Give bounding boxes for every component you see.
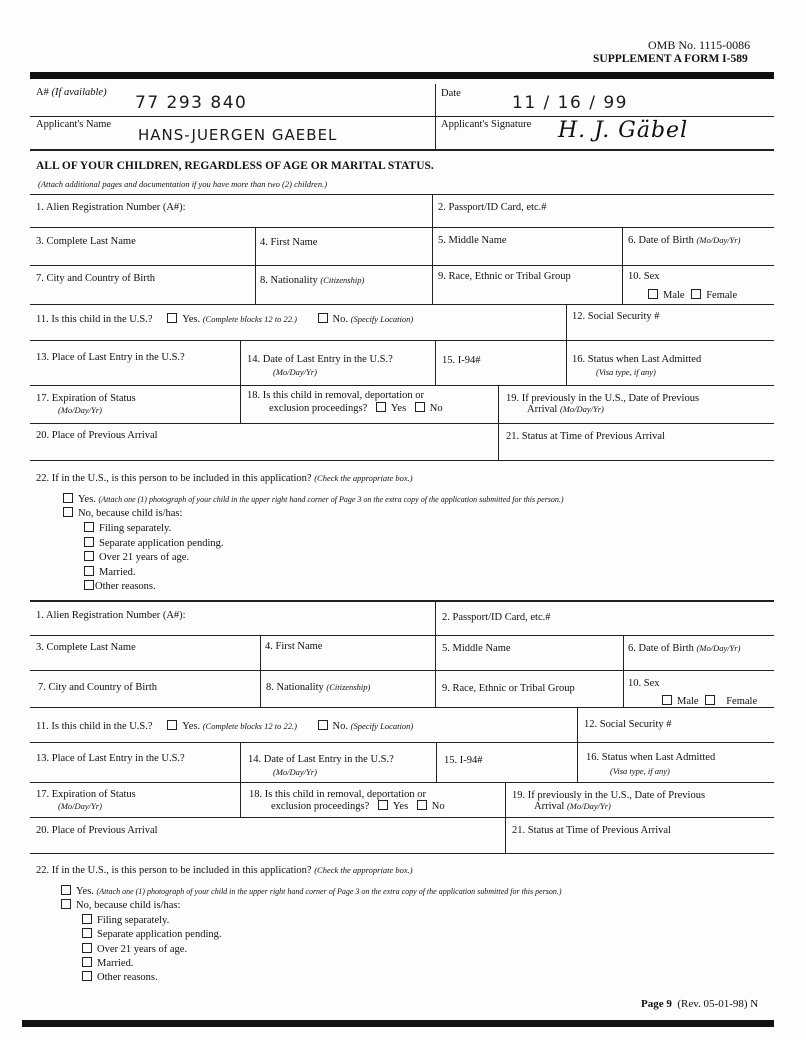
c1-include-no: No, because child is/has: xyxy=(63,507,182,519)
a-number-value[interactable]: 77 293 840 xyxy=(135,93,248,113)
c2-opt-pending-checkbox[interactable] xyxy=(82,928,92,938)
c2-opt-married: Married. xyxy=(82,957,133,969)
c2-status-admitted-label: 16. Status when Last Admitted xyxy=(586,752,716,763)
c1-last-entry-date-note: (Mo/Day/Yr) xyxy=(273,367,317,377)
c1-dob-label: 6. Date of Birth (Mo/Day/Yr) xyxy=(628,235,741,246)
c2-previous-arrival-date-label: 19. If previously in the U.S., Date of Previous xyxy=(512,790,706,801)
c2-opt-pending: Separate application pending. xyxy=(82,928,222,940)
c1-removal-question: 18. Is this child in removal, deportation or xyxy=(247,390,425,401)
c1-in-us-yes-checkbox[interactable] xyxy=(167,313,177,323)
top-rule xyxy=(30,72,774,79)
c2-previous-arrival-place-label: 20. Place of Previous Arrival xyxy=(36,825,158,836)
c2-opt-over21: Over 21 years of age. xyxy=(82,943,187,955)
date-label: Date xyxy=(441,88,461,99)
c1-opt-pending: Separate application pending. xyxy=(84,537,224,549)
c2-in-us-no-checkbox[interactable] xyxy=(318,720,328,730)
c1-include-yes: Yes. (Attach one (1) photograph of your child in the upper right hand corner of Page 3 on the extra copy of the application submitted for this person.) xyxy=(63,493,564,505)
c2-include-no: No, because child is/has: xyxy=(61,899,180,911)
c2-include-yes-checkbox[interactable] xyxy=(61,885,71,895)
c1-status-expiration-label: 17. Expiration of Status xyxy=(36,393,136,404)
c1-last-name-label: 3. Complete Last Name xyxy=(36,236,136,247)
c1-female-checkbox[interactable] xyxy=(691,289,701,299)
c1-sex-options: Male Female xyxy=(648,289,737,301)
c1-nationality-label: 8. Nationality (Citizenship) xyxy=(260,275,365,286)
c1-ssn-label: 12. Social Security # xyxy=(572,311,660,322)
c2-passport-label: 2. Passport/ID Card, etc.# xyxy=(442,612,551,623)
c1-include-question: 22. If in the U.S., is this person to be included in this application? (Check the appropriate box.) xyxy=(36,473,413,484)
c1-status-expiration-note: (Mo/Day/Yr) xyxy=(58,405,102,415)
c1-removal-options: exclusion proceedings? Yes No xyxy=(269,403,443,414)
c1-birthplace-label: 7. City and Country of Birth xyxy=(36,273,155,284)
c1-sex-label: 10. Sex xyxy=(628,271,660,282)
c2-middle-name-label: 5. Middle Name xyxy=(442,643,511,654)
form-title: SUPPLEMENT A FORM I-589 xyxy=(593,53,748,65)
c1-opt-other-checkbox[interactable] xyxy=(84,580,94,590)
children-note: (Attach additional pages and documentation if you have more than two (2) children.) xyxy=(38,179,328,189)
c1-status-admitted-note: (Visa type, if any) xyxy=(596,367,656,377)
c1-passport-label: 2. Passport/ID Card, etc.# xyxy=(438,202,547,213)
c1-last-entry-date-label: 14. Date of Last Entry in the U.S.? xyxy=(247,354,393,365)
applicant-name-label: Applicant's Name xyxy=(36,119,112,130)
children-title: ALL OF YOUR CHILDREN, REGARDLESS OF AGE OR MARITAL STATUS. xyxy=(36,160,434,172)
c2-sex-label: 10. Sex xyxy=(628,678,660,689)
c2-nationality-label: 8. Nationality (Citizenship) xyxy=(266,682,371,693)
bottom-rule xyxy=(22,1020,774,1027)
c1-race-label: 9. Race, Ethnic or Tribal Group xyxy=(438,271,571,282)
c1-opt-over21-checkbox[interactable] xyxy=(84,551,94,561)
c2-female-checkbox[interactable] xyxy=(705,695,715,705)
c1-include-no-checkbox[interactable] xyxy=(63,507,73,517)
c1-first-name-label: 4. First Name xyxy=(260,237,318,248)
c1-status-admitted-label: 16. Status when Last Admitted xyxy=(572,354,702,365)
c2-include-no-checkbox[interactable] xyxy=(61,899,71,909)
c2-first-name-label: 4. First Name xyxy=(265,641,323,652)
c1-removal-no-checkbox[interactable] xyxy=(415,402,425,412)
c2-opt-filing-checkbox[interactable] xyxy=(82,914,92,924)
c2-opt-over21-checkbox[interactable] xyxy=(82,943,92,953)
signature-value[interactable]: H. J. Gäbel xyxy=(558,118,689,143)
a-number-label: A# (If available) xyxy=(36,87,107,98)
c1-male-checkbox[interactable] xyxy=(648,289,658,299)
c2-in-us-question: 11. Is this child in the U.S.? Yes. (Complete blocks 12 to 22.) No. (Specify Location) xyxy=(36,721,414,732)
c2-previous-arrival-date-sub: Arrival (Mo/Day/Yr) xyxy=(534,801,611,812)
c2-i94-label: 15. I-94# xyxy=(444,755,483,766)
c2-opt-married-checkbox[interactable] xyxy=(82,957,92,967)
c1-middle-name-label: 5. Middle Name xyxy=(438,235,507,246)
c1-in-us-no-checkbox[interactable] xyxy=(318,313,328,323)
c1-last-entry-place-label: 13. Place of Last Entry in the U.S.? xyxy=(36,352,185,363)
c1-previous-arrival-date-label: 19. If previously in the U.S., Date of Previous xyxy=(506,393,700,404)
c1-previous-arrival-place-label: 20. Place of Previous Arrival xyxy=(36,430,158,441)
c2-previous-arrival-status-label: 21. Status at Time of Previous Arrival xyxy=(512,825,671,836)
c2-last-entry-date-note: (Mo/Day/Yr) xyxy=(273,767,317,777)
applicant-name-value[interactable]: HANS-JUERGEN GAEBEL xyxy=(138,126,338,144)
c2-removal-no-checkbox[interactable] xyxy=(417,800,427,810)
c2-status-expiration-label: 17. Expiration of Status xyxy=(36,789,136,800)
page-number: Page 9 (Rev. 05-01-98) N xyxy=(641,998,759,1010)
c2-opt-filing: Filing separately. xyxy=(82,914,169,926)
c1-include-yes-checkbox[interactable] xyxy=(63,493,73,503)
c2-removal-options: exclusion proceedings? Yes No xyxy=(271,801,445,812)
c2-opt-other: Other reasons. xyxy=(82,971,158,983)
date-value[interactable]: 11 / 16 / 99 xyxy=(512,93,628,113)
c1-removal-yes-checkbox[interactable] xyxy=(376,402,386,412)
c2-status-expiration-note: (Mo/Day/Yr) xyxy=(58,801,102,811)
c2-opt-other-checkbox[interactable] xyxy=(82,971,92,981)
c2-in-us-yes-checkbox[interactable] xyxy=(167,720,177,730)
c1-in-us-question: 11. Is this child in the U.S.? Yes. (Complete blocks 12 to 22.) No. (Specify Location) xyxy=(36,314,414,325)
c2-removal-yes-checkbox[interactable] xyxy=(378,800,388,810)
c1-alien-number-label: 1. Alien Registration Number (A#): xyxy=(36,202,186,213)
c1-opt-pending-checkbox[interactable] xyxy=(84,537,94,547)
c2-include-yes: Yes. (Attach one (1) photograph of your child in the upper right hand corner of Page 3 on the extra copy of the application submitted for this person.) xyxy=(61,885,562,897)
c2-ssn-label: 12. Social Security # xyxy=(584,719,672,730)
c2-last-name-label: 3. Complete Last Name xyxy=(36,642,136,653)
c2-removal-question: 18. Is this child in removal, deportation or xyxy=(249,789,427,800)
c2-sex-options: Male Female xyxy=(662,695,757,707)
c2-birthplace-label: 7. City and Country of Birth xyxy=(38,682,157,693)
c2-last-entry-date-label: 14. Date of Last Entry in the U.S.? xyxy=(248,754,394,765)
omb-number: OMB No. 1115-0086 xyxy=(648,38,751,52)
c1-previous-arrival-date-sub: Arrival (Mo/Day/Yr) xyxy=(527,404,604,415)
c2-male-checkbox[interactable] xyxy=(662,695,672,705)
signature-label: Applicant's Signature xyxy=(441,119,532,130)
c1-previous-arrival-status-label: 21. Status at Time of Previous Arrival xyxy=(506,431,665,442)
c2-last-entry-place-label: 13. Place of Last Entry in the U.S.? xyxy=(36,753,185,764)
c2-race-label: 9. Race, Ethnic or Tribal Group xyxy=(442,683,575,694)
c2-include-question: 22. If in the U.S., is this person to be included in this application? (Check the appropriate box.) xyxy=(36,865,413,876)
c1-opt-married-checkbox[interactable] xyxy=(84,566,94,576)
c1-opt-filing: Filing separately. xyxy=(84,522,171,534)
c1-opt-over21: Over 21 years of age. xyxy=(84,551,189,563)
c1-opt-married: Married. xyxy=(84,566,135,578)
c1-opt-filing-checkbox[interactable] xyxy=(84,522,94,532)
c2-dob-label: 6. Date of Birth (Mo/Day/Yr) xyxy=(628,643,741,654)
c1-i94-label: 15. I-94# xyxy=(442,355,481,366)
c1-opt-other: Other reasons. xyxy=(84,580,156,592)
c2-alien-number-label: 1. Alien Registration Number (A#): xyxy=(36,610,186,621)
c2-status-admitted-note: (Visa type, if any) xyxy=(610,766,670,776)
